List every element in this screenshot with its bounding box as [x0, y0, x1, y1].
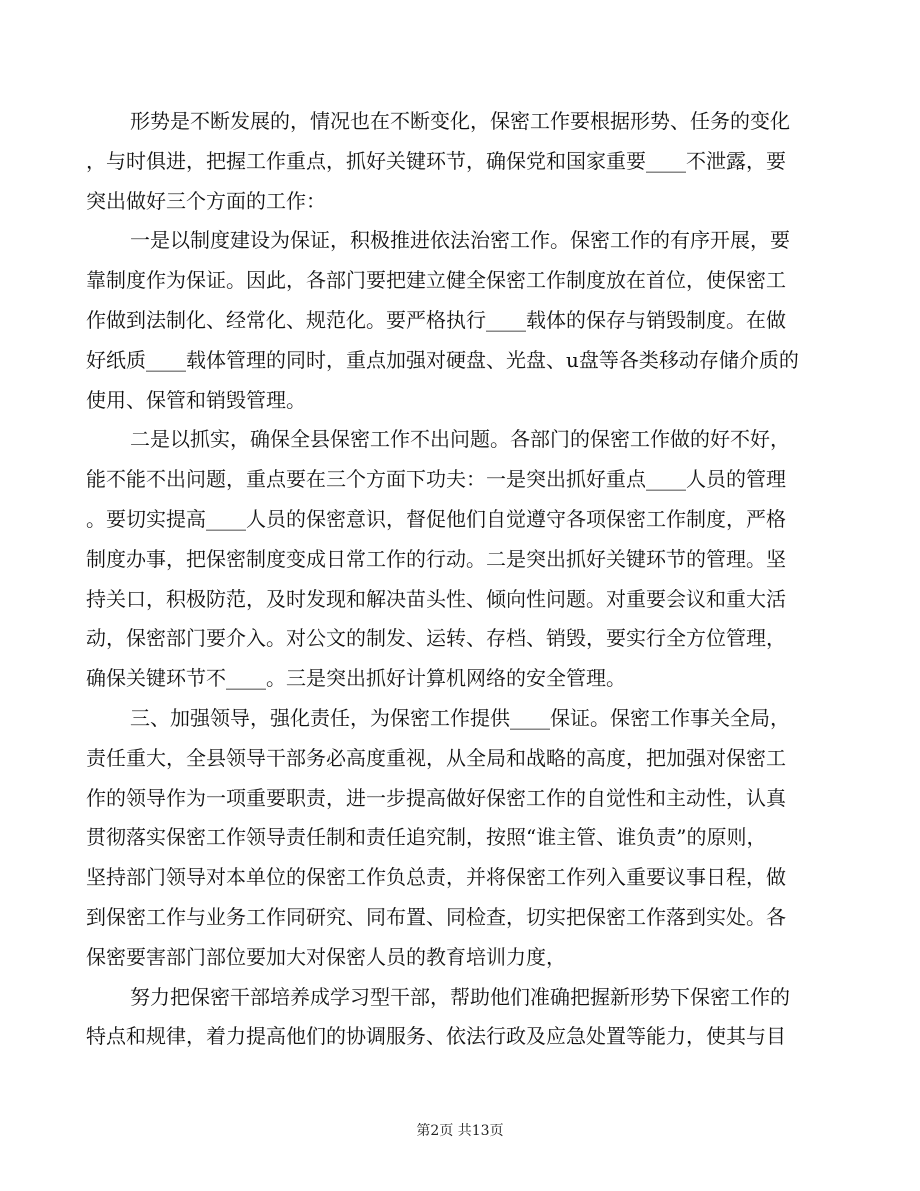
text-line: 三、加强领导，强化责任，为保密工作提供____保证。保密工作事关全局， [130, 705, 790, 730]
body-text [86, 102, 834, 1057]
text-line: 持关口，积极防范，及时发现和解决苗头性、倾向性问题。对重要会议和重大活 [86, 586, 786, 611]
text-line: ，与时俱进，把握工作重点，抓好关键环节，确保党和国家重要____不泄露，要 [86, 148, 786, 173]
text-line: 形势是不断发展的，情况也在不断变化，保密工作要根据形势、任务的变化 [130, 109, 790, 133]
text-line: 责任重大，全县领导干部务必高度重视，从全局和战略的高度，把加强对保密工 [86, 745, 786, 770]
text-line: 二是以抓实，确保全县保密工作不出问题。各部门的保密工作做的好不好， [130, 427, 790, 452]
text-line: 一是以制度建设为保证，积极推进依法治密工作。保密工作的有序开展，要 [130, 228, 790, 253]
text-line: 好纸质____载体管理的同时，重点加强对硬盘、光盘、u盘等各类移动存储介质的 [86, 347, 799, 372]
text-line: 保密要害部门部位要加大对保密人员的教育培训力度， [86, 944, 566, 969]
text-line: 作的领导作为一项重要职责，进一步提高做好保密工作的自觉性和主动性，认真 [86, 785, 786, 810]
text-line: 动，保密部门要介入。对公文的制发、运转、存档、销毁，要实行全方位管理， [86, 626, 786, 651]
text-line: 作做到法制化、经常化、规范化。要严格执行____载体的保存与销毁制度。在做 [86, 307, 786, 332]
text-line: 。要切实提高____人员的保密意识，督促他们自觉遵守各项保密工作制度，严格 [86, 506, 786, 531]
text-line: 特点和规律，着力提高他们的协调服务、依法行政及应急处置等能力，使其与目 [86, 1024, 786, 1049]
text-line: 坚持部门领导对本单位的保密工作负总责，并将保密工作列入重要议事日程，做 [86, 865, 786, 890]
text-line: 制度办事，把保密制度变成日常工作的行动。二是突出抓好关键环节的管理。坚 [86, 546, 786, 571]
text-line: 努力把保密干部培养成学习型干部，帮助他们准确把握新形势下保密工作的 [130, 984, 790, 1009]
text-line: 使用、保管和销毁管理。 [86, 387, 306, 412]
text-line: 贯彻落实保密工作领导责任制和责任追究制，按照“谁主管、谁负责”的原则， [86, 825, 767, 850]
text-line: 到保密工作与业务工作同研究、同布置、同检查，切实把保密工作落到实处。各 [86, 904, 786, 929]
text-line: 能不能不出问题，重点要在三个方面下功夫：一是突出抓好重点____人员的管理 [86, 467, 786, 492]
text-line: 确保关键环节不____。三是突出抓好计算机网络的安全管理。 [86, 666, 626, 691]
text-line: 突出做好三个方面的工作： [86, 188, 326, 213]
page-number: 第2页 共13页 [416, 1123, 504, 1139]
text-line: 靠制度作为保证。因此，各部门要把建立健全保密工作制度放在首位，使保密工 [86, 268, 786, 293]
